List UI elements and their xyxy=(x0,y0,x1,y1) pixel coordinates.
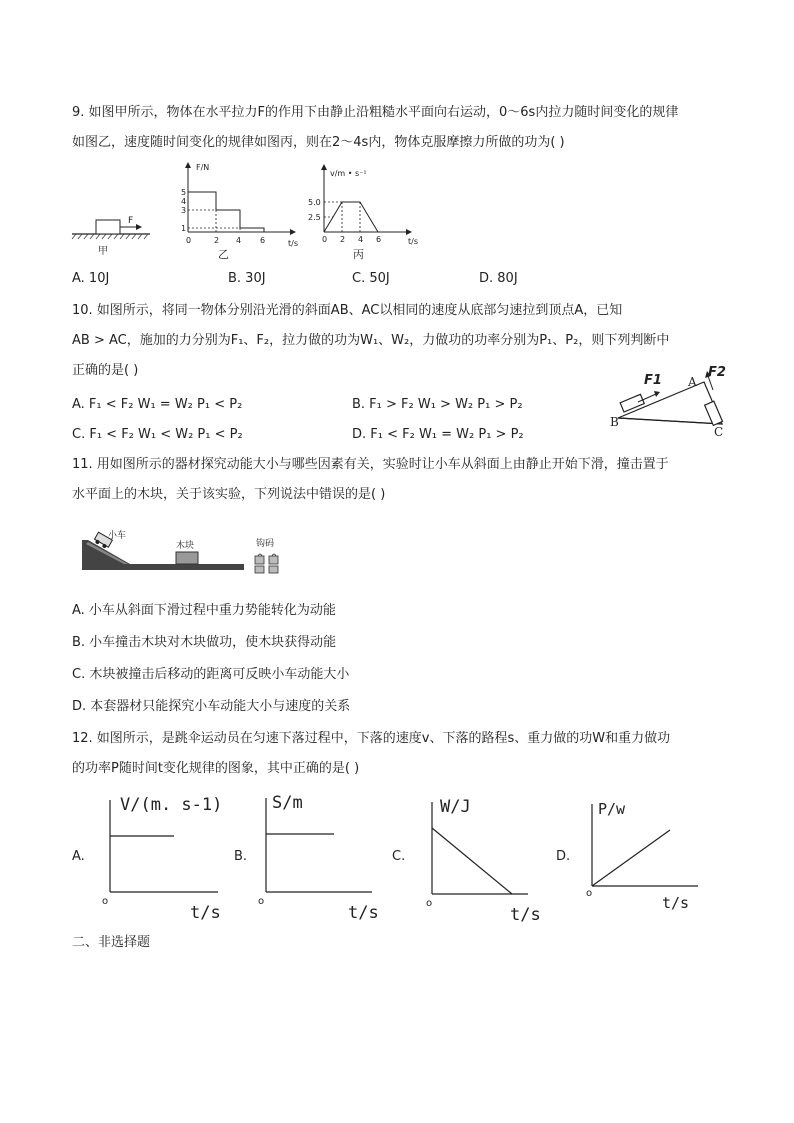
q12-graph-c-origin: o xyxy=(426,898,433,909)
q9-yi-xtick: 2 xyxy=(214,236,220,245)
q12-graph-b-ylabel: S/m xyxy=(272,793,303,813)
q9-caption-bing: 丙 xyxy=(353,248,364,261)
q9-figure-yi xyxy=(176,160,306,262)
q10-option-d[interactable]: D. F₁ < F₂ W₁ = W₂ P₁ > P₂ xyxy=(352,427,524,442)
q9-caption-jia: 甲 xyxy=(98,246,108,257)
q9-yi-xtick: 6 xyxy=(260,236,266,245)
q12-option-b-label[interactable]: B. xyxy=(234,849,248,864)
q12-graph-a[interactable] xyxy=(98,790,248,922)
q9-bing-xtick: 2 xyxy=(340,235,346,244)
q10-vertex-b: B xyxy=(610,415,619,429)
q11-option-c[interactable]: C. 木块被撞击后移动的距离可反映小车动能大小 xyxy=(72,667,350,682)
q9-stem-line2: 如图乙，速度随时间变化的规律如图丙，则在2～4s内，物体克服摩擦力所做的功为( ) xyxy=(72,135,565,150)
q9-yi-xlabel: t/s xyxy=(288,239,298,248)
q9-yi-xtick: 0 xyxy=(186,236,192,245)
q11-block-label: 木块 xyxy=(176,541,195,551)
q12-graph-a-ylabel: V/(m. s-1) xyxy=(120,795,223,815)
q10-stem-line2: AB > AC，施加的力分别为F₁、F₂，拉力做的功为W₁、W₂，力做功的功率分别为P₁、P₂，则下列判断中 xyxy=(72,333,670,348)
q11-stem-line1: 11. 用如图所示的器材探究动能大小与哪些因素有关，实验时让小车从斜面上由静止开始下滑，撞击置于 xyxy=(72,457,669,472)
q9-option-d[interactable]: D. 80J xyxy=(479,271,518,286)
q9-yi-xtick: 4 xyxy=(236,236,242,245)
q12-option-a-label[interactable]: A. xyxy=(72,849,85,864)
q9-force-label: F xyxy=(128,216,134,226)
section-title: 二、非选择题 xyxy=(72,935,151,950)
q9-figure-bing xyxy=(306,162,428,262)
q11-weights-label: 钩码 xyxy=(256,539,275,549)
q12-graph-d-xlabel: t/s xyxy=(662,894,690,912)
q10-stem-line1: 10. 如图所示，将同一物体分别沿光滑的斜面AB、AC以相同的速度从底部匀速拉到顶点A，已知 xyxy=(72,303,623,318)
q12-option-d-label[interactable]: D. xyxy=(556,849,571,864)
q12-graph-d[interactable] xyxy=(582,796,712,916)
q9-option-a[interactable]: A. 10J xyxy=(72,271,110,286)
q12-graph-d-origin: o xyxy=(586,888,593,899)
q9-yi-ytick: 4 xyxy=(181,197,187,206)
q9-yi-ytick: 3 xyxy=(181,206,187,215)
q12-graph-a-xlabel: t/s xyxy=(190,903,221,922)
q11-stem-line2: 水平面上的木块，关于该实验，下列说法中错误的是( ) xyxy=(72,487,386,502)
q12-graph-c[interactable] xyxy=(420,790,560,926)
q12-graph-a-origin: o xyxy=(102,896,109,907)
q10-option-a[interactable]: A. F₁ < F₂ W₁ = W₂ P₁ < P₂ xyxy=(72,397,243,412)
q12-stem-line2: 的功率P随时间t变化规律的图象，其中正确的是( ) xyxy=(72,761,360,776)
q10-incline-figure xyxy=(610,362,740,440)
q9-bing-xtick: 4 xyxy=(358,235,364,244)
q9-bing-xtick: 0 xyxy=(322,235,328,244)
q12-option-c-label[interactable]: C. xyxy=(392,849,406,864)
q11-apparatus-figure xyxy=(78,522,288,584)
q9-option-b[interactable]: B. 30J xyxy=(228,271,266,286)
q10-vertex-c: C xyxy=(714,425,724,439)
q9-yi-ylabel: F/N xyxy=(196,163,210,172)
q12-graph-b[interactable] xyxy=(256,788,396,922)
q9-yi-ytick: 5 xyxy=(181,188,187,197)
q12-graph-b-origin: o xyxy=(258,896,265,907)
q9-option-c[interactable]: C. 50J xyxy=(352,271,390,286)
q11-option-b[interactable]: B. 小车撞击木块对木块做功，使木块获得动能 xyxy=(72,635,337,650)
q10-stem-line3: 正确的是( ) xyxy=(72,363,139,378)
q9-yi-ytick: 1 xyxy=(181,224,187,233)
q11-car-label: 小车 xyxy=(108,531,127,541)
q9-stem-line1: 9. 如图甲所示，物体在水平拉力F的作用下由静止沿粗糙水平面向右运动，0～6s内拉力随时间变化的规律 xyxy=(72,105,679,120)
q9-bing-ytick: 2.5 xyxy=(308,213,321,222)
q9-bing-xtick: 6 xyxy=(376,235,382,244)
q10-f1-label: F1 xyxy=(644,373,662,388)
q9-bing-ytick: 5.0 xyxy=(308,198,321,207)
q11-option-a[interactable]: A. 小车从斜面下滑过程中重力势能转化为动能 xyxy=(72,603,336,618)
q11-option-d[interactable]: D. 本套器材只能探究小车动能大小与速度的关系 xyxy=(72,699,351,714)
q12-graph-b-xlabel: t/s xyxy=(348,903,379,922)
q9-bing-xlabel: t/s xyxy=(408,237,418,246)
q10-option-c[interactable]: C. F₁ < F₂ W₁ < W₂ P₁ < P₂ xyxy=(72,427,243,442)
q9-bing-ylabel: v/m • s⁻¹ xyxy=(330,169,367,178)
q12-graph-c-xlabel: t/s xyxy=(510,905,541,925)
q10-f2-label: F2 xyxy=(708,365,726,380)
q12-stem-line1: 12. 如图所示，是跳伞运动员在匀速下落过程中，下落的速度v、下落的路程s、重力做的功W和重力做功 xyxy=(72,731,671,746)
q10-option-b[interactable]: B. F₁ > F₂ W₁ > W₂ P₁ > P₂ xyxy=(352,397,523,412)
q12-graph-c-ylabel: W/J xyxy=(440,797,471,817)
q9-caption-yi: 乙 xyxy=(218,248,229,261)
q10-vertex-a: A xyxy=(688,375,697,389)
q9-figure-jia xyxy=(70,208,154,258)
q12-graph-d-ylabel: P/w xyxy=(598,800,626,818)
